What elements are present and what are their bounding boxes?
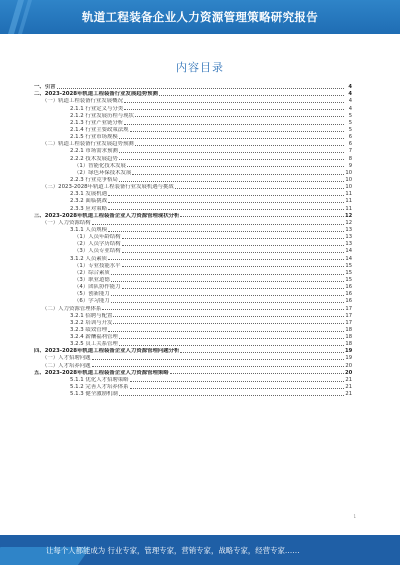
toc-entry-page: 5 [348, 112, 352, 119]
toc-entry-text: 五、2023-2028年轨道工程装备企业人力资源管理策略 [34, 369, 169, 376]
toc-entry-text: 2.2.3 行业竞争格局 [70, 176, 118, 183]
toc-entry-text: （1）人员年龄结构 [74, 234, 121, 241]
toc-leader-dots [108, 230, 344, 232]
toc-entry-page: 21 [345, 391, 352, 398]
toc-leader-dots [124, 101, 344, 103]
toc-entry[interactable] [34, 369, 352, 376]
toc-entry-text: 三、2023-2028年轨道工程装备企业人力资源管理现状分析 [34, 212, 180, 219]
toc-entry-page: 15 [345, 269, 352, 276]
footer-slogan: 让每个人都能成为 行业专家，管理专家，营销专家，战略专家，经营专家…… [46, 546, 300, 555]
toc-entry-text: （3）人员专业结构 [74, 248, 121, 255]
toc-leader-dots [122, 251, 344, 253]
toc-entry-text: （5）创新能力 [74, 291, 110, 298]
toc-entry-text: 2.2.1 市场需求预测 [70, 148, 118, 155]
toc-entry-page: 4 [348, 91, 352, 98]
toc-leader-dots [122, 265, 344, 267]
toc-leader-dots [119, 180, 344, 182]
toc-leader-dots [170, 372, 344, 374]
toc-entry[interactable] [34, 176, 352, 183]
toc-entry-text: 5.1.2 完善人才培养体系 [70, 384, 129, 391]
toc-entry-page: 16 [345, 284, 352, 291]
toc-entry-page: 16 [345, 291, 352, 298]
toc-entry-page: 19 [345, 355, 352, 362]
toc-leader-dots [180, 351, 344, 353]
toc-entry[interactable] [34, 240, 352, 247]
toc-entry[interactable] [34, 147, 352, 154]
toc-entry-page: 17 [345, 312, 352, 319]
toc-entry-text: 5.1.3 健全激励机制 [70, 391, 118, 398]
toc-entry-text: 2.1.1 行业定义与分类 [70, 105, 124, 112]
toc-entry-text: 3.2.3 绩效管理 [70, 326, 107, 333]
toc-entry[interactable] [34, 169, 352, 176]
table-of-contents [34, 83, 352, 513]
toc-entry[interactable] [34, 204, 352, 211]
toc-heading: 内容目录 [176, 61, 224, 74]
toc-leader-dots [111, 294, 344, 296]
toc-entry-text: 四、2023-2028年轨道工程装备企业人力资源管理问题分析 [34, 348, 180, 355]
toc-leader-dots [57, 87, 344, 89]
toc-entry[interactable] [34, 183, 352, 190]
toc-entry-text: （二）人才培养问题 [42, 362, 91, 369]
report-footer [0, 535, 400, 565]
toc-entry[interactable] [34, 226, 352, 233]
toc-leader-dots [119, 137, 344, 139]
toc-entry[interactable] [34, 383, 352, 390]
toc-entry[interactable] [34, 319, 352, 326]
toc-entry-page: 16 [345, 298, 352, 305]
toc-entry[interactable] [34, 119, 352, 126]
toc-entry[interactable] [34, 290, 352, 297]
toc-entry-page: 14 [345, 248, 352, 255]
toc-entry[interactable] [34, 340, 352, 347]
toc-entry[interactable] [34, 154, 352, 161]
toc-entry-text: 2.1.4 行业主要政策法规 [70, 126, 129, 133]
toc-leader-dots [122, 287, 344, 289]
toc-leader-dots [175, 187, 344, 189]
toc-entry-page: 21 [345, 384, 352, 391]
toc-entry-text: （1）专业技能水平 [74, 262, 121, 269]
toc-entry-text: （6）学习能力 [74, 298, 110, 305]
toc-entry[interactable] [34, 283, 352, 290]
toc-leader-dots [122, 244, 344, 246]
toc-entry-text: （一）人力资源结构 [42, 219, 91, 226]
toc-entry[interactable] [34, 104, 352, 111]
toc-entry[interactable] [34, 376, 352, 383]
toc-entry-text: （二）轨道工程装备行业发展趋势预测 [42, 141, 134, 148]
toc-entry-page: 6 [348, 141, 352, 148]
toc-entry[interactable] [34, 354, 352, 361]
toc-entry[interactable] [34, 190, 352, 197]
toc-entry-text: 二、2023-2028年轨道工程装备行业发展趋势预测 [34, 91, 158, 98]
toc-leader-dots [108, 201, 344, 203]
toc-entry[interactable] [34, 162, 352, 169]
toc-entry[interactable] [34, 112, 352, 119]
toc-leader-dots [119, 394, 344, 396]
toc-entry[interactable] [34, 219, 352, 226]
toc-entry-text: 2.1.5 行业市场规模 [70, 134, 118, 141]
toc-entry-page: 13 [345, 226, 352, 233]
toc-entry-page: 4 [348, 84, 352, 91]
toc-leader-dots [130, 130, 344, 132]
toc-entry-page: 11 [345, 198, 352, 205]
toc-leader-dots [130, 380, 344, 382]
toc-entry-text: （二）人力资源管理体系 [42, 305, 102, 312]
toc-leader-dots [111, 301, 344, 303]
toc-entry[interactable] [34, 390, 352, 397]
toc-entry-page: 11 [345, 191, 352, 198]
toc-entry[interactable] [34, 276, 352, 283]
toc-leader-dots [92, 358, 344, 360]
toc-entry-page: 9 [348, 162, 352, 169]
toc-entry-text: 3.1.2 人员素质 [70, 255, 107, 262]
toc-entry-page: 4 [348, 105, 352, 112]
toc-entry[interactable] [34, 304, 352, 311]
toc-entry[interactable] [34, 133, 352, 140]
toc-entry-text: 3.2.1 招聘与配置 [70, 312, 113, 319]
toc-leader-dots [111, 273, 344, 275]
toc-entry-page: 17 [345, 305, 352, 312]
toc-entry-text: （一）轨道工程装备行业发展概况 [42, 98, 123, 105]
toc-entry[interactable] [34, 83, 352, 90]
toc-leader-dots [127, 165, 344, 167]
toc-entry-page: 6 [348, 134, 352, 141]
toc-leader-dots [119, 151, 344, 153]
toc-entry-page: 13 [345, 241, 352, 248]
toc-entry-text: （2）综合素质 [74, 269, 110, 276]
toc-entry-text: （2）人员学历结构 [74, 241, 121, 248]
toc-entry[interactable] [34, 347, 352, 354]
toc-entry-page: 14 [345, 255, 352, 262]
toc-leader-dots [113, 315, 344, 317]
toc-leader-dots [108, 194, 344, 196]
toc-entry-text: 3.2.5 员工关系管理 [70, 341, 118, 348]
page-number: 1 [353, 514, 356, 519]
toc-leader-dots [113, 322, 344, 324]
toc-leader-dots [108, 208, 344, 210]
toc-entry-page: 20 [345, 362, 352, 369]
toc-entry-page: 18 [345, 341, 352, 348]
toc-leader-dots [135, 144, 344, 146]
toc-leader-dots [124, 108, 344, 110]
toc-leader-dots [92, 223, 344, 225]
toc-entry-page: 18 [345, 334, 352, 341]
toc-entry-text: （3）职业道德 [74, 276, 110, 283]
toc-entry-text: （一）人才招聘问题 [42, 355, 91, 362]
toc-leader-dots [102, 308, 344, 310]
toc-entry-page: 13 [345, 234, 352, 241]
toc-entry[interactable] [34, 233, 352, 240]
report-header [0, 0, 400, 34]
toc-entry-page: 12 [345, 212, 352, 219]
toc-entry-page: 7 [348, 148, 352, 155]
toc-entry-page: 10 [345, 184, 352, 191]
toc-entry[interactable] [34, 97, 352, 104]
toc-entry-text: 2.1.3 行业产业链分析 [70, 119, 124, 126]
toc-entry[interactable] [34, 212, 352, 219]
toc-entry-text: 2.3.1 发展机遇 [70, 191, 107, 198]
toc-leader-dots [180, 215, 344, 217]
toc-leader-dots [119, 337, 344, 339]
toc-entry-page: 5 [348, 119, 352, 126]
toc-entry-page: 10 [345, 176, 352, 183]
toc-leader-dots [159, 94, 344, 96]
toc-entry[interactable] [34, 297, 352, 304]
toc-entry-page: 17 [345, 319, 352, 326]
toc-entry[interactable] [34, 262, 352, 269]
toc-entry-text: （2）绿色环保技术发展 [74, 169, 132, 176]
toc-leader-dots [130, 387, 344, 389]
toc-entry-page: 8 [348, 155, 352, 162]
toc-entry-text: 2.1.2 行业发展历程与现状 [70, 112, 134, 119]
toc-entry[interactable] [34, 361, 352, 368]
toc-entry[interactable] [34, 254, 352, 261]
toc-entry[interactable] [34, 333, 352, 340]
toc-entry-page: 11 [345, 205, 352, 212]
toc-entry[interactable] [34, 126, 352, 133]
toc-leader-dots [122, 237, 344, 239]
toc-entry[interactable] [34, 197, 352, 204]
toc-entry[interactable] [34, 140, 352, 147]
toc-entry-page: 10 [345, 169, 352, 176]
toc-entry-text: （三）2023-2028年轨道工程装备行业发展机遇与挑战 [42, 184, 174, 191]
toc-leader-dots [132, 173, 344, 175]
toc-leader-dots [119, 158, 344, 160]
toc-entry-text: 5.1.1 优化人才招聘策略 [70, 376, 129, 383]
toc-leader-dots [108, 258, 344, 260]
toc-entry-text: 2.3.2 面临挑战 [70, 198, 107, 205]
toc-entry-text: 3.1.1 人员规模 [70, 226, 107, 233]
toc-leader-dots [111, 280, 344, 282]
toc-entry-text: 一、引言 [34, 84, 56, 91]
toc-entry[interactable] [34, 90, 352, 97]
report-title: 轨道工程装备企业人力资源管理策略研究报告 [82, 10, 318, 24]
toc-leader-dots [124, 123, 344, 125]
toc-entry-page: 21 [345, 376, 352, 383]
toc-entry-text: 2.3.3 应对策略 [70, 205, 107, 212]
toc-entry-text: （1）智能化技术发展 [74, 162, 126, 169]
toc-entry-text: （4）团队协作能力 [74, 284, 121, 291]
toc-leader-dots [135, 115, 344, 117]
toc-entry[interactable] [34, 326, 352, 333]
toc-entry-page: 18 [345, 326, 352, 333]
toc-entry-page: 19 [345, 348, 352, 355]
toc-entry-page: 20 [345, 369, 352, 376]
toc-entry-page: 15 [345, 262, 352, 269]
toc-entry-text: 2.2.2 技术发展趋势 [70, 155, 118, 162]
toc-entry-page: 5 [348, 126, 352, 133]
toc-entry-text: 3.2.2 培训与开发 [70, 319, 113, 326]
toc-leader-dots [92, 365, 344, 367]
toc-entry[interactable] [34, 269, 352, 276]
toc-leader-dots [108, 330, 344, 332]
toc-entry[interactable] [34, 312, 352, 319]
toc-entry-text: 3.2.4 薪酬福利管理 [70, 334, 118, 341]
toc-entry-page: 12 [345, 219, 352, 226]
toc-entry-page: 15 [345, 276, 352, 283]
toc-entry-page: 4 [348, 98, 352, 105]
toc-entry[interactable] [34, 247, 352, 254]
toc-leader-dots [119, 344, 344, 346]
